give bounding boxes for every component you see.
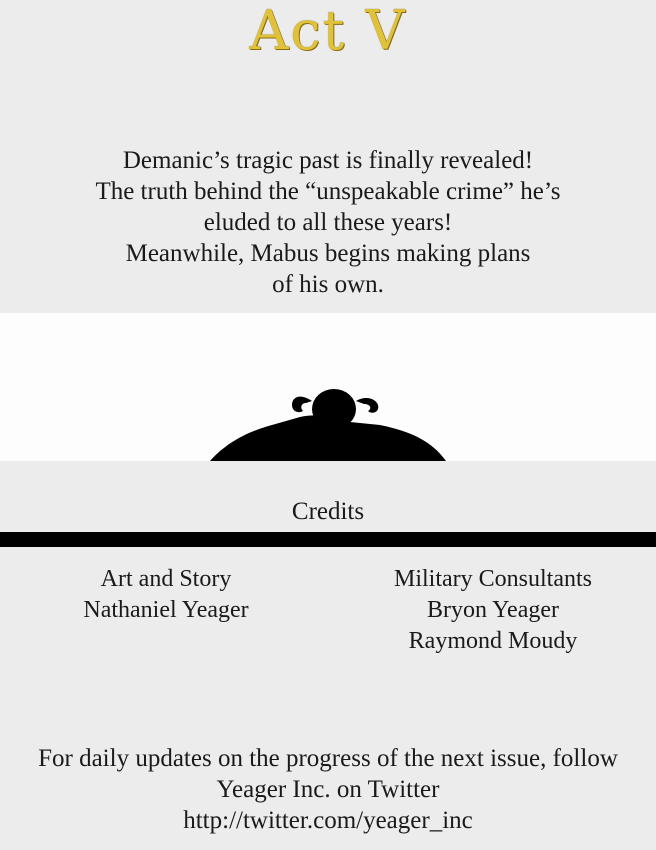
credit-name: Bryon Yeager xyxy=(427,597,559,623)
synopsis-line: of his own. xyxy=(272,271,384,298)
twitter-link[interactable]: http://twitter.com/yeager_inc xyxy=(183,807,473,834)
divider xyxy=(0,532,656,547)
page-title: Act V xyxy=(249,0,407,62)
footer-line: Yeager Inc. on Twitter xyxy=(216,776,440,803)
synopsis-line: Demanic’s tragic past is finally revealed! xyxy=(122,147,534,174)
credit-name: Raymond Moudy xyxy=(408,628,578,654)
synopsis xyxy=(0,145,656,300)
silhouette-figure-icon xyxy=(0,313,656,461)
credit-art-and-story xyxy=(46,564,286,626)
credit-military-consultants xyxy=(360,564,626,657)
synopsis-line: The truth behind the “unspeakable crime” he’s xyxy=(95,178,561,205)
credit-role: Military Consultants xyxy=(394,566,592,592)
synopsis-line: eluded to all these years! xyxy=(203,209,453,236)
synopsis-line: Meanwhile, Mabus begins making plans xyxy=(125,240,531,267)
credit-role: Art and Story xyxy=(100,566,232,592)
footer-line: For daily updates on the progress of the next issue, follow xyxy=(38,745,618,772)
credits-heading: Credits xyxy=(291,498,365,525)
footer xyxy=(0,743,656,836)
credit-name: Nathaniel Yeager xyxy=(83,597,249,623)
illustration-panel xyxy=(0,313,656,461)
